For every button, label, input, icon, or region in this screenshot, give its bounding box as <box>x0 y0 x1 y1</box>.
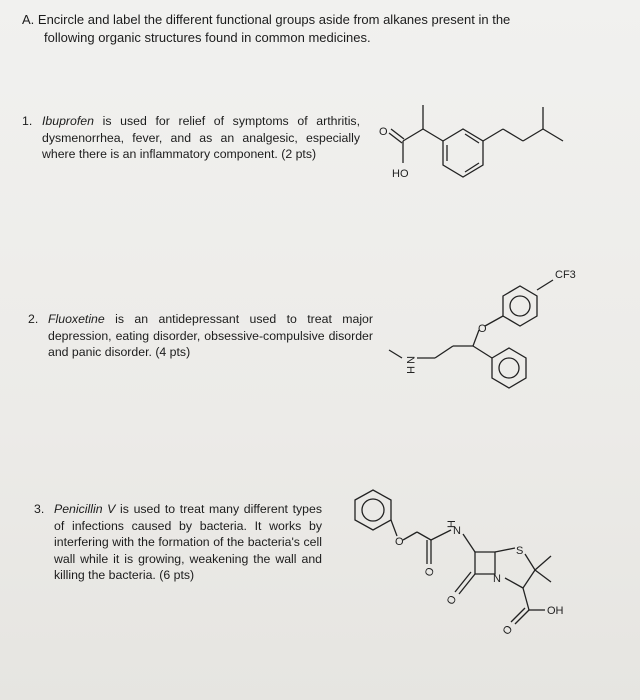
atom-label: O <box>395 536 404 548</box>
atom-label: N <box>493 573 501 585</box>
benzene-ring <box>503 286 537 326</box>
question-number: 1. <box>22 114 33 128</box>
benzene-ring <box>443 129 483 177</box>
bond <box>485 316 503 326</box>
atom-label: N <box>404 356 416 364</box>
bond <box>505 578 523 588</box>
bond <box>543 129 563 141</box>
instructions-line-2: following organic structures found in common medicines. <box>44 30 371 45</box>
atom-label: O <box>422 566 438 579</box>
drug-name: Fluoxetine <box>48 312 105 326</box>
bond <box>535 556 551 570</box>
aromatic-circle <box>362 499 384 521</box>
atom-label: O <box>478 323 487 335</box>
atom-label: O <box>379 126 388 138</box>
bond <box>535 570 551 582</box>
atom-label: H <box>404 366 416 374</box>
instructions-line-1: A. Encircle and label the different functional groups aside from alkanes present in the <box>22 12 511 27</box>
drug-name: Penicillin V <box>54 502 116 516</box>
atom-label: O <box>444 593 460 607</box>
bond <box>473 330 479 346</box>
bond <box>515 610 529 624</box>
bond <box>465 163 479 172</box>
instructions <box>22 11 622 47</box>
ibuprofen-structure <box>375 95 595 190</box>
fluoxetine-structure <box>385 260 595 405</box>
atom-label: O <box>500 623 516 638</box>
question-body: is an antidepressant used to treat major depression, eating disorder, obsessive-compulsive disorder and panic disorder. (4 pts) <box>48 312 373 359</box>
atom-label: HO <box>392 168 409 180</box>
bond <box>495 548 515 552</box>
atom-label: OH <box>547 605 564 617</box>
aromatic-circle <box>499 358 519 378</box>
bond <box>473 346 492 358</box>
atom-label: N <box>453 525 461 537</box>
bond <box>389 350 402 358</box>
bond <box>465 134 479 143</box>
bond <box>511 608 525 622</box>
bond <box>431 530 451 540</box>
beta-lactam-ring <box>475 552 495 574</box>
bond <box>417 532 431 540</box>
bond <box>403 532 417 540</box>
question-text <box>42 113 360 163</box>
bond <box>523 570 535 588</box>
bond <box>503 129 523 141</box>
question-text <box>48 311 373 361</box>
bond <box>463 534 475 552</box>
question-body: is used to treat many different types of infections caused by bacteria. It works by interfering with the formation of the bacteria's cell wall while it is growing, weakening the wall and killing the bacteria. (6 pts) <box>54 502 322 582</box>
question-2 <box>28 311 373 361</box>
penicillin-v-structure <box>345 478 585 638</box>
question-number: 2. <box>28 312 39 326</box>
bond <box>523 129 543 141</box>
aromatic-circle <box>510 296 530 316</box>
atom-label: S <box>516 545 524 557</box>
bond <box>525 554 535 570</box>
question-number: 3. <box>34 502 45 516</box>
bond <box>523 588 529 610</box>
bond <box>483 129 503 141</box>
bond <box>391 520 397 536</box>
question-3 <box>34 501 322 584</box>
atom-label: H <box>446 520 458 528</box>
question-text <box>54 501 322 584</box>
benzene-ring <box>355 490 391 530</box>
bond <box>435 346 453 358</box>
bond <box>391 129 404 139</box>
bond <box>537 280 553 290</box>
bond <box>403 129 423 141</box>
bond <box>423 129 443 141</box>
question-body: is used for relief of symptoms of arthritis, dysmenorrhea, fever, and as an analgesic, especially where there is an inflammatory component. (2 pts) <box>42 114 360 161</box>
question-1 <box>22 113 360 163</box>
benzene-ring <box>492 348 526 388</box>
atom-label: CF3 <box>555 269 576 281</box>
bond <box>389 133 402 143</box>
drug-name: Ibuprofen <box>42 114 94 128</box>
